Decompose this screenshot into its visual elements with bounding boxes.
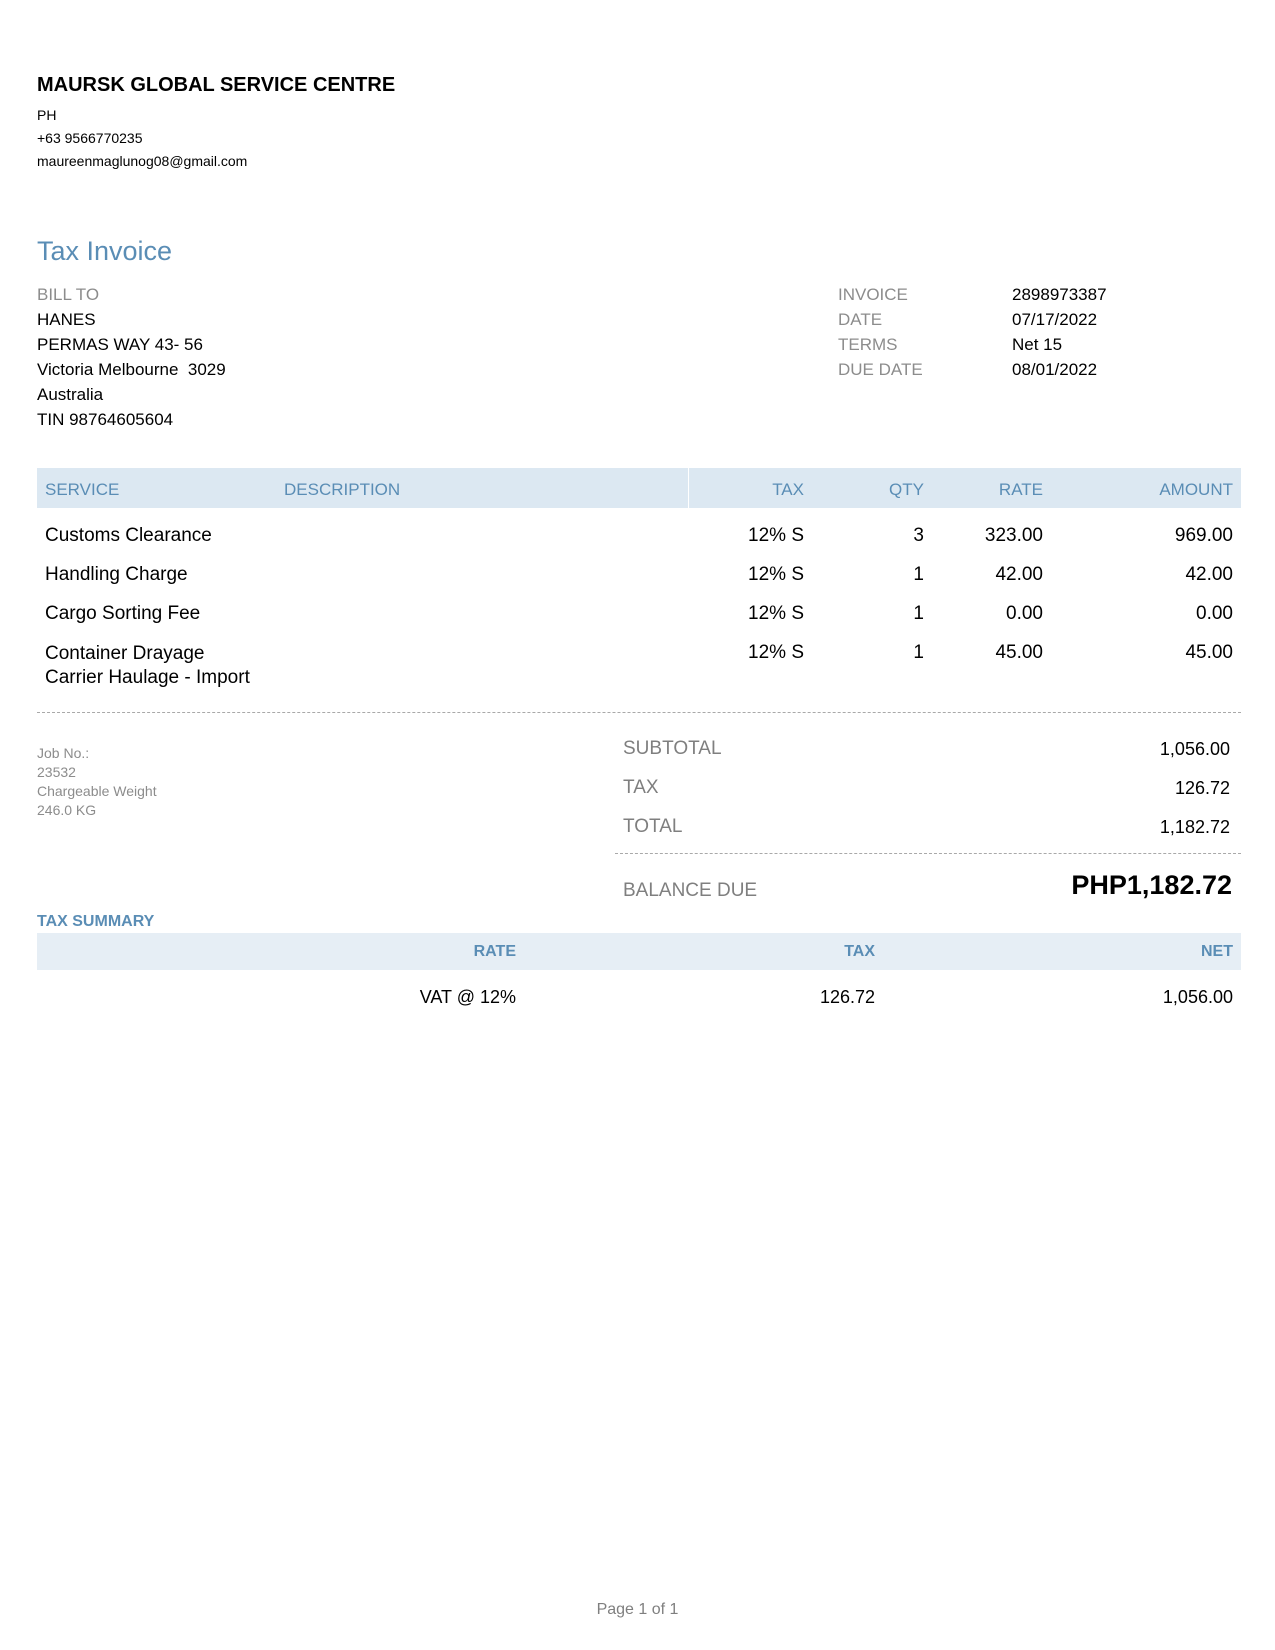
row-qty: 3 [913,525,924,546]
row-rate: 0.00 [1006,603,1043,624]
table-divider [37,712,1241,713]
bill-to-tin: TIN 98764605604 [37,410,174,429]
row-service: Handling Charge [45,564,188,585]
company-name: MAURSK GLOBAL SERVICE CENTRE [37,74,396,96]
row-service: Customs Clearance [45,525,212,546]
tax-summary-title: TAX SUMMARY [37,913,155,930]
invoice-meta-values [1012,282,1107,382]
tax-total-value: 126.72 [1174,778,1230,798]
row-amount: 969.00 [1174,525,1233,546]
totals-divider [615,853,1241,854]
invoice-due-date-label: DUE DATE [838,360,923,379]
col-description-header: DESCRIPTION [284,480,401,499]
col-rate-header: RATE [998,480,1043,499]
invoice-number-value: 2898973387 [1012,285,1107,304]
bill-to-name: HANES [37,310,96,329]
job-number-label: Job No.: [37,745,90,761]
row-amount: 0.00 [1196,603,1233,624]
row-service-cell [45,642,250,690]
tax-total-label: TAX [623,777,659,798]
row-qty: 1 [913,564,924,585]
chargeable-weight-label: Chargeable Weight [37,783,157,799]
row-amount: 45.00 [1185,642,1233,663]
items-table-header [37,468,1241,508]
table-row [37,564,1241,594]
chargeable-weight-value: 246.0 KG [37,802,97,818]
table-row [37,603,1241,633]
bill-to-address-line3: Australia [37,385,104,404]
company-country: PH [37,107,57,123]
table-row [37,525,1241,555]
bill-to-address-line2: Victoria Melbourne 3029 [37,360,226,379]
tax-summary-rate-header: RATE [473,943,516,960]
row-amount: 42.00 [1185,564,1233,585]
balance-due-label: BALANCE DUE [623,880,758,901]
invoice-terms-value: Net 15 [1012,335,1063,354]
row-tax: 12% S [748,564,804,585]
invoice-due-date-value: 08/01/2022 [1012,360,1098,379]
tax-summary-rate: VAT @ 12% [419,987,516,1007]
total-label: TOTAL [623,816,683,837]
row-tax: 12% S [748,603,804,624]
row-service-detail: Carrier Haulage - Import [45,667,250,688]
tax-summary-header [37,933,1241,970]
row-tax: 12% S [748,525,804,546]
bill-to-address-line1: PERMAS WAY 43- 56 [37,335,203,354]
tax-summary-net: 1,056.00 [1162,987,1233,1007]
col-qty-header: QTY [889,480,924,499]
subtotal-label: SUBTOTAL [623,738,722,759]
row-service: Cargo Sorting Fee [45,603,201,624]
total-value: 1,182.72 [1159,817,1230,837]
company-email: maureenmaglunog08@gmail.com [37,153,248,169]
page-number: Page 1 of 1 [596,1601,679,1618]
invoice-date-value: 07/17/2022 [1012,310,1098,329]
row-rate: 42.00 [995,564,1043,585]
col-tax-header: TAX [772,480,804,499]
tax-summary-net-header: NET [1201,943,1233,960]
row-service: Container Drayage [45,643,205,664]
bill-to-label: BILL TO [37,285,100,304]
subtotal-value: 1,056.00 [1159,739,1230,759]
company-phone: +63 9566770235 [37,130,143,146]
document-title: Tax Invoice [37,236,173,266]
tax-summary-tax-header: TAX [844,943,875,960]
job-notes [37,744,157,820]
invoice-date-label: DATE [838,310,883,329]
header-divider [688,468,689,508]
row-qty: 1 [913,603,924,624]
invoice-number-label: INVOICE [838,285,908,304]
table-row [37,642,1241,692]
row-rate: 45.00 [995,642,1043,663]
bill-to-block [37,282,226,432]
invoice-meta-labels [838,282,923,382]
col-service-header: SERVICE [45,480,120,499]
row-rate: 323.00 [984,525,1043,546]
tax-summary-row [37,987,1241,1013]
invoice-terms-label: TERMS [838,335,898,354]
col-amount-header: AMOUNT [1159,480,1233,499]
row-qty: 1 [913,642,924,663]
job-number-value: 23532 [37,764,76,780]
row-tax: 12% S [748,642,804,663]
tax-summary-tax: 126.72 [819,987,875,1007]
balance-due-value: PHP1,182.72 [1071,870,1232,900]
